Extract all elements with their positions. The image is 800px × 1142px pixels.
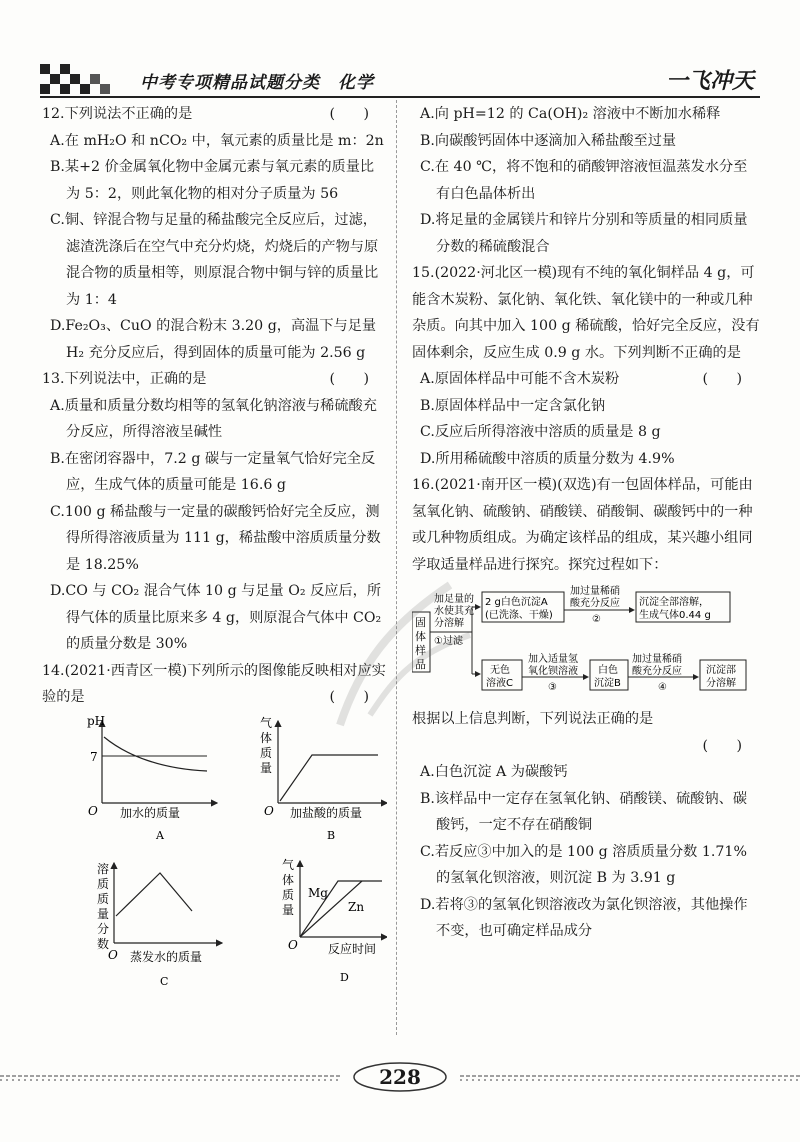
q13-paren: ( ) xyxy=(329,371,369,387)
svg-text:③: ③ xyxy=(548,682,557,693)
graph-b-label: B xyxy=(327,828,336,842)
svg-text:体: 体 xyxy=(415,630,426,643)
graph-a-seven: 7 xyxy=(90,749,98,764)
q12-stem: ( ) 12.下列说法不正确的是 xyxy=(42,101,387,128)
q14-option-d: D.将足量的金属镁片和锌片分别和等质量的相同质量分数的稀硫酸混合 xyxy=(420,212,748,255)
svg-text:氧化钡溶液: 氧化钡溶液 xyxy=(528,666,578,677)
q14-option-b: B.向碳酸钙固体中逐滴加入稀盐酸至过量 xyxy=(420,132,677,149)
q12-paren: ( ) xyxy=(329,106,369,122)
q12-option-a: A.在 mH₂O 和 nCO₂ 中，氧元素的质量比是 m：2n xyxy=(50,132,384,149)
graph-c-label: C xyxy=(160,974,169,988)
q14-option-c: C.在 40 ℃，将不饱和的硝酸钾溶液恒温蒸发水分至有白色晶体析出 xyxy=(420,159,748,202)
svg-text:质: 质 xyxy=(97,876,110,891)
svg-text:溶: 溶 xyxy=(97,861,110,876)
q16-option-b: B.该样品中一定存在氢氧化钠、硝酸镁、硫酸钠、碳酸钙，一定不存在硝酸铜 xyxy=(420,790,748,833)
svg-text:(已洗涤、干燥): (已洗涤、干燥) xyxy=(485,610,553,621)
q14-option-a: A.向 pH=12 的 Ca(OH)₂ 溶液中不断加水稀释 xyxy=(420,106,721,122)
q14-stem: 14.(2021·西青区一模)下列所示的图像能反映相对应实验的是 ( ) xyxy=(42,658,387,711)
graph-c-origin: O xyxy=(108,947,118,962)
graph-d xyxy=(282,857,387,984)
q12-option-b: B.某+2 价金属氧化物中金属元素与氧元素的质量比为 5：2，则此氧化物的相对分子质量为 56 xyxy=(50,159,375,202)
graph-d-origin: O xyxy=(288,937,298,952)
graph-b-origin: O xyxy=(264,803,274,818)
svg-text:体: 体 xyxy=(260,730,273,745)
svg-text:沉淀部: 沉淀部 xyxy=(706,665,736,676)
header-title: 中考专项精品试题分类 化学 xyxy=(140,73,374,93)
graph-d-zn-label: Zn xyxy=(348,899,365,914)
q16-paren: ( ) xyxy=(702,737,742,754)
svg-text:气: 气 xyxy=(260,715,273,730)
svg-text:分溶解: 分溶解 xyxy=(434,618,464,629)
q16-stem: 16.(2021·南开区一模)(双选)有一包固体样品，可能由氢氧化钠、硫酸钠、硝酸镁、硝酸铜、碳酸钙中的一种或几种物质组成。为确定该样品的组成，某兴趣小组同学取适量样品进行探究。探究过程如下： xyxy=(412,477,753,573)
q13-option-b: B.在密闭容器中，7.2 g 碳与一定量氧气恰好完全反应，生成气体的质量可能是 16.6 g xyxy=(50,450,376,493)
watermark-logo-icon xyxy=(300,565,500,745)
svg-text:分溶解: 分溶解 xyxy=(706,678,736,689)
graph-d-label: D xyxy=(340,970,349,984)
q14-paren: ( ) xyxy=(329,689,369,705)
svg-text:分: 分 xyxy=(97,921,110,936)
graph-c-xlabel: 蒸发水的质量 xyxy=(130,949,203,964)
graph-a-label: A xyxy=(156,828,164,842)
q13-option-c: C.100 g 稀盐酸与一定量的碳酸钙恰好完全反应，测得所得溶液质量为 111 g，稀盐酸中溶质质量分数是 18.25% xyxy=(50,503,381,573)
svg-text:无色: 无色 xyxy=(490,665,510,676)
svg-text:样: 样 xyxy=(415,644,426,657)
q16-option-a: A.白色沉淀 A 为碳酸钙 xyxy=(420,764,568,780)
graph-a-curve xyxy=(104,737,207,771)
graph-a-origin: O xyxy=(88,803,98,818)
svg-text:②: ② xyxy=(592,614,601,625)
q15-paren: ( ) xyxy=(702,371,742,387)
svg-text:酸充分反应: 酸充分反应 xyxy=(632,666,682,677)
svg-text:①过滤: ①过滤 xyxy=(434,636,463,647)
mosaic-logo-icon xyxy=(40,64,110,94)
svg-text:加过量稀硝: 加过量稀硝 xyxy=(570,586,620,597)
svg-text:品: 品 xyxy=(415,658,426,671)
q15-option-a: A.原固体样品中可能不含木炭粉 xyxy=(420,371,620,387)
svg-text:沉淀全部溶解，: 沉淀全部溶解， xyxy=(639,597,709,608)
q15-stem: 15.(2022·河北区一模)现有不纯的氧化铜样品 4 g，可能含木炭粉、氯化钠、氧化铁、氧化镁中的一种或几种杂质。向其中加入 100 g 稀硫酸，恰好完全反应，没有固体剩余，反应生成 0.9 g 水。下列判断不正确的是 ( ) xyxy=(412,260,760,366)
graph-a xyxy=(87,714,217,842)
svg-text:质: 质 xyxy=(260,745,273,760)
svg-text:加入适量氢: 加入适量氢 xyxy=(528,654,578,665)
q14-graphs-svg xyxy=(42,711,387,991)
svg-text:加足量的: 加足量的 xyxy=(434,594,474,605)
graph-c xyxy=(97,861,222,988)
q12-option-c: C.铜、锌混合物与足量的稀盐酸完全反应后，过滤，滤渣洗涤后在空气中充分灼烧，灼烧后的产物与原混合物的质量相等，则原混合物中铜与锌的质量比为 1：4 xyxy=(50,212,379,308)
graph-b-xlabel: 加盐酸的质量 xyxy=(290,805,363,820)
svg-text:④: ④ xyxy=(658,682,667,693)
q14-graphs xyxy=(42,711,387,991)
graph-c-curve xyxy=(116,873,192,916)
svg-text:固: 固 xyxy=(415,616,426,629)
header-brand: 一飞冲天 xyxy=(665,69,754,94)
q15-option-b: B.原固体样品中一定含氯化钠 xyxy=(420,397,606,414)
graph-a-xlabel: 加水的质量 xyxy=(120,805,181,820)
svg-text:酸充分反应: 酸充分反应 xyxy=(570,598,620,609)
graph-d-xlabel: 反应时间 xyxy=(328,941,377,956)
svg-text:量: 量 xyxy=(260,760,273,775)
q13-option-a: A.质量和质量分数均相等的氢氧化钠溶液与稀硫酸充分反应，所得溶液呈碱性 xyxy=(50,397,377,440)
svg-text:质: 质 xyxy=(282,887,295,902)
q16-after: 根据以上信息判断，下列说法正确的是 xyxy=(412,711,654,727)
svg-text:数: 数 xyxy=(97,936,110,951)
svg-text:生成气体0.44 g: 生成气体0.44 g xyxy=(639,610,711,621)
svg-text:量: 量 xyxy=(282,902,295,917)
q12-option-d: D.Fe₂O₃、CuO 的混合粉末 3.20 g，高温下与足量 H₂ 充分反应后，得到固体的质量可能为 2.56 g xyxy=(50,318,377,361)
q15-option-c: C.反应后所得溶液中溶质的质量是 8 g xyxy=(420,424,661,440)
svg-text:水使其充: 水使其充 xyxy=(434,606,474,617)
svg-text:加过量稀硝: 加过量稀硝 xyxy=(632,654,682,665)
page-header xyxy=(40,62,760,98)
svg-text:体: 体 xyxy=(282,872,295,887)
graph-d-mg-label: Mg xyxy=(308,885,328,900)
graph-b-curve xyxy=(280,755,378,801)
q16-option-d: D.若将③的氢氧化钡溶液改为氯化钡溶液，其他操作不变，也可确定样品成分 xyxy=(420,896,748,939)
graph-a-ylabel: pH xyxy=(87,713,106,728)
right-column xyxy=(412,101,760,945)
q13-option-d: D.CO 与 CO₂ 混合气体 10 g 与足量 O₂ 反应后，所得气体的质量比原来多 4 g，则原混合气体中 CO₂ 的质量分数是 30% xyxy=(50,583,382,652)
left-column xyxy=(42,101,387,991)
svg-text:气: 气 xyxy=(282,857,295,872)
svg-text:沉淀B: 沉淀B xyxy=(594,678,621,689)
svg-text:白色: 白色 xyxy=(598,665,618,676)
svg-text:量: 量 xyxy=(97,906,110,921)
svg-text:溶液C: 溶液C xyxy=(486,678,513,689)
q13-stem: ( ) 13.下列说法中，正确的是 xyxy=(42,366,387,393)
q16-option-c: C.若反应③中加入的是 100 g 溶质质量分数 1.71%的氢氧化钡溶液，则沉淀 B 为 3.91 g xyxy=(420,843,747,886)
svg-text:质: 质 xyxy=(97,891,110,906)
svg-text:2 g白色沉淀A: 2 g白色沉淀A xyxy=(485,597,548,608)
q15-option-d: D.所用稀硫酸中溶质的质量分数为 4.9% xyxy=(420,450,675,467)
page-number: 228 xyxy=(379,1065,421,1089)
